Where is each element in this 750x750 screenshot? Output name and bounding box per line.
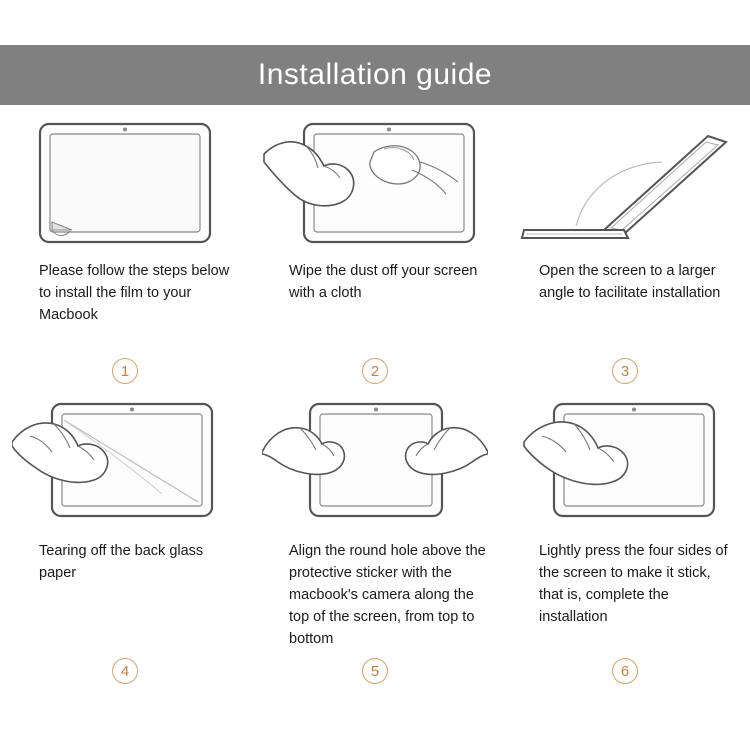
step-4-number-wrap	[12, 658, 238, 698]
page-title: Installation guide	[257, 58, 493, 91]
step-3-number-wrap	[512, 358, 738, 398]
step-4-number: 4	[112, 658, 138, 684]
laptop-open-angle-icon	[512, 118, 738, 246]
step-1-caption: Please follow the steps below to install the film to your Macbook	[39, 263, 230, 324]
step-2-caption: Wipe the dust off your screen with a cloth	[289, 263, 478, 302]
step-1-number-wrap	[12, 358, 238, 398]
step-6-number-wrap	[512, 658, 738, 698]
step-3-number: 3	[612, 358, 638, 384]
step-5	[250, 398, 500, 698]
header-banner	[0, 45, 750, 105]
two-hands-aligning-film-icon	[262, 398, 488, 526]
step-6-caption: Lightly press the four sides of the screen to make it stick, that is, complete the installation	[539, 543, 728, 626]
step-2-number: 2	[362, 358, 388, 384]
step-1	[0, 118, 250, 398]
step-3-caption: Open the screen to a larger angle to facilitate installation	[539, 263, 721, 302]
step-6	[500, 398, 750, 698]
hand-wiping-screen-with-cloth-icon	[262, 118, 488, 246]
step-2-number-wrap	[262, 358, 488, 398]
step-4-caption: Tearing off the back glass paper	[39, 543, 204, 582]
steps-grid	[0, 118, 750, 698]
step-1-number: 1	[112, 358, 138, 384]
step-4	[0, 398, 250, 698]
laptop-screen-with-film-peel-icon	[12, 118, 238, 246]
step-2	[250, 118, 500, 398]
step-5-caption: Align the round hole above the protective sticker with the macbook's camera along the top of the screen, from top to bottom	[289, 543, 486, 648]
step-3	[500, 118, 750, 398]
hand-pressing-screen-icon	[512, 398, 738, 526]
hand-peeling-back-paper-icon	[12, 398, 238, 526]
step-6-number: 6	[612, 658, 638, 684]
step-5-number: 5	[362, 658, 388, 684]
step-5-number-wrap	[262, 658, 488, 698]
